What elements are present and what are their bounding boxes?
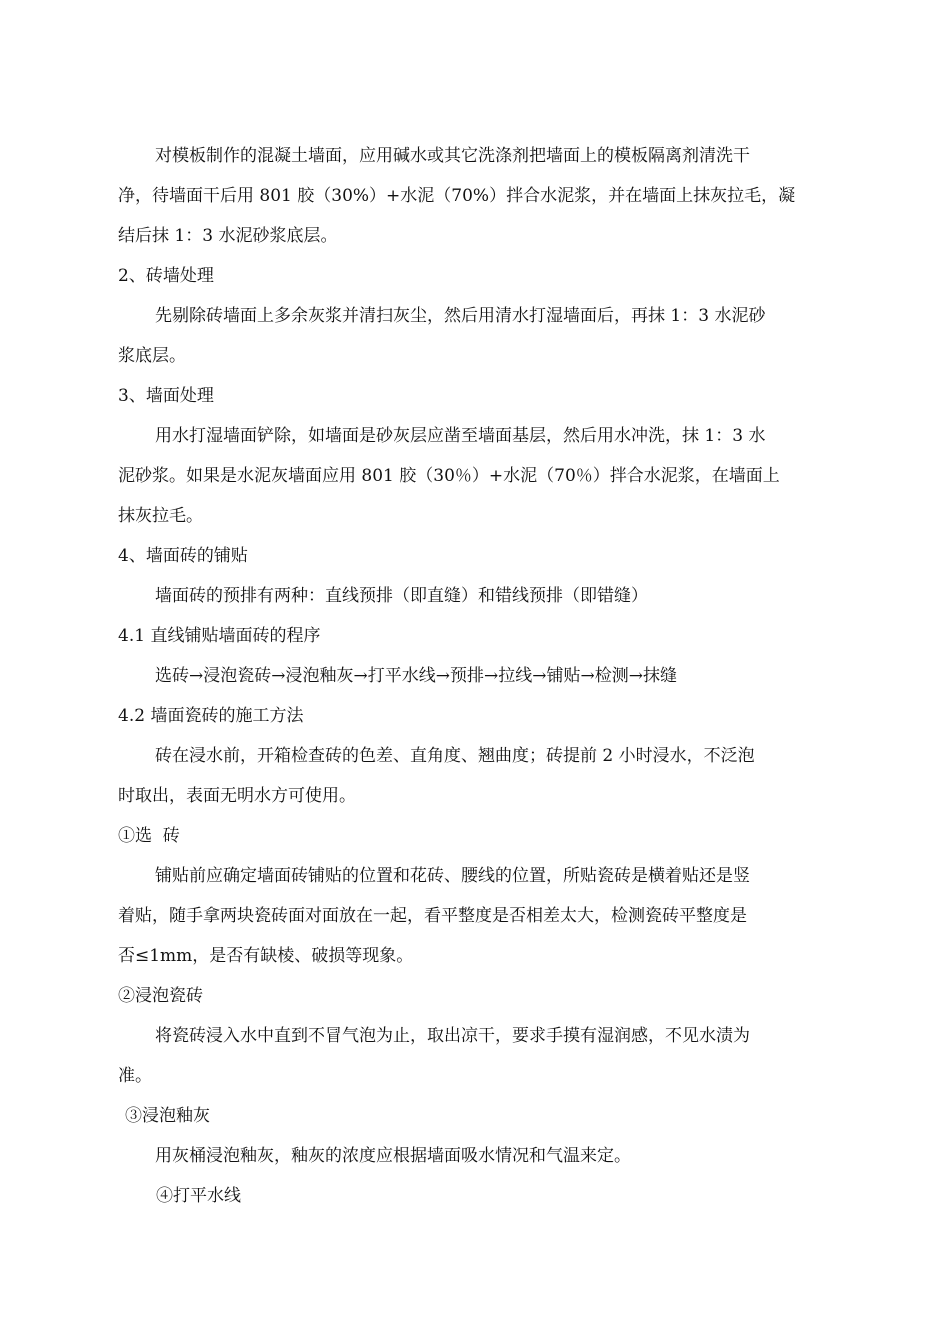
- text-line: 将瓷砖浸入水中直到不冒气泡为止，取出凉干，要求手摸有湿润感，不见水渍为: [155, 1026, 750, 1046]
- text-line: 着贴，随手拿两块瓷砖面对面放在一起，看平整度是否相差太大，检测瓷砖平整度是: [118, 906, 747, 926]
- text-line: 铺贴前应确定墙面砖铺贴的位置和花砖、腰线的位置，所贴瓷砖是横着贴还是竖: [155, 866, 750, 886]
- step-heading-soak-tiles: ②浸泡瓷砖: [118, 986, 203, 1006]
- text-line: 墙面砖的预排有两种：直线预排（即直缝）和错线预排（即错缝）: [155, 586, 648, 606]
- section-heading-tile-laying: 4、墙面砖的铺贴: [118, 546, 248, 566]
- text-line: 净，待墙面干后用 801 胶（30%）+水泥（70%）拌合水泥浆，并在墙面上抹灰拉毛，凝: [118, 186, 796, 206]
- text-line: 对模板制作的混凝土墙面，应用碱水或其它洗涤剂把墙面上的模板隔离剂清洗干: [155, 146, 750, 166]
- text-line: 抹灰拉毛。: [118, 506, 203, 526]
- paragraph-soaking-check: [118, 736, 838, 816]
- text-line: 浆底层。: [118, 346, 186, 366]
- paragraph-select-tiles: [118, 856, 838, 976]
- text-line: 用灰桶浸泡釉灰，釉灰的浓度应根据墙面吸水情况和气温来定。: [155, 1146, 631, 1166]
- text-line: 结后抹 1：3 水泥砂浆底层。: [118, 226, 338, 246]
- paragraph-soak-tiles: [118, 1016, 838, 1096]
- text-line: 选砖→浸泡瓷砖→浸泡釉灰→打平水线→预排→拉线→铺贴→检测→抹缝: [155, 666, 677, 686]
- text-line: 时取出，表面无明水方可使用。: [118, 786, 356, 806]
- section-heading-4-1: 4.1 直线铺贴墙面砖的程序: [118, 626, 321, 646]
- text-line: 准。: [118, 1066, 152, 1086]
- paragraph-brick-wall: [118, 296, 838, 376]
- step-heading-level-line: ④打平水线: [156, 1186, 241, 1206]
- step-heading-select: ①选 砖: [118, 826, 180, 846]
- paragraph-wall-treatment: [118, 416, 838, 536]
- paragraph-concrete-wall: [118, 136, 838, 256]
- section-heading-brick-wall: 2、砖墙处理: [118, 266, 214, 286]
- text-line: 先剔除砖墙面上多余灰浆并清扫灰尘，然后用清水打湿墙面后，再抹 1：3 水泥砂: [155, 306, 766, 326]
- section-heading-4-2: 4.2 墙面瓷砖的施工方法: [118, 706, 304, 726]
- section-heading-wall-treatment: 3、墙面处理: [118, 386, 214, 406]
- step-heading-soak-glaze: ③浸泡釉灰: [125, 1106, 210, 1126]
- text-line: 泥砂浆。如果是水泥灰墙面应用 801 胶（30％）+水泥（70％）拌合水泥浆，在墙面上: [118, 466, 780, 486]
- paragraph-tile-layout: [118, 576, 838, 616]
- paragraph-procedure: [118, 656, 838, 696]
- text-line: 否≤1mm，是否有缺棱、破损等现象。: [118, 946, 414, 966]
- document-body: [118, 136, 838, 1216]
- text-line: 砖在浸水前，开箱检查砖的色差、直角度、翘曲度；砖提前 2 小时浸水，不泛泡: [155, 746, 755, 766]
- paragraph-soak-glaze: [118, 1136, 838, 1176]
- text-line: 用水打湿墙面铲除，如墙面是砂灰层应凿至墙面基层，然后用水冲洗，抹 1：3 水: [155, 426, 766, 446]
